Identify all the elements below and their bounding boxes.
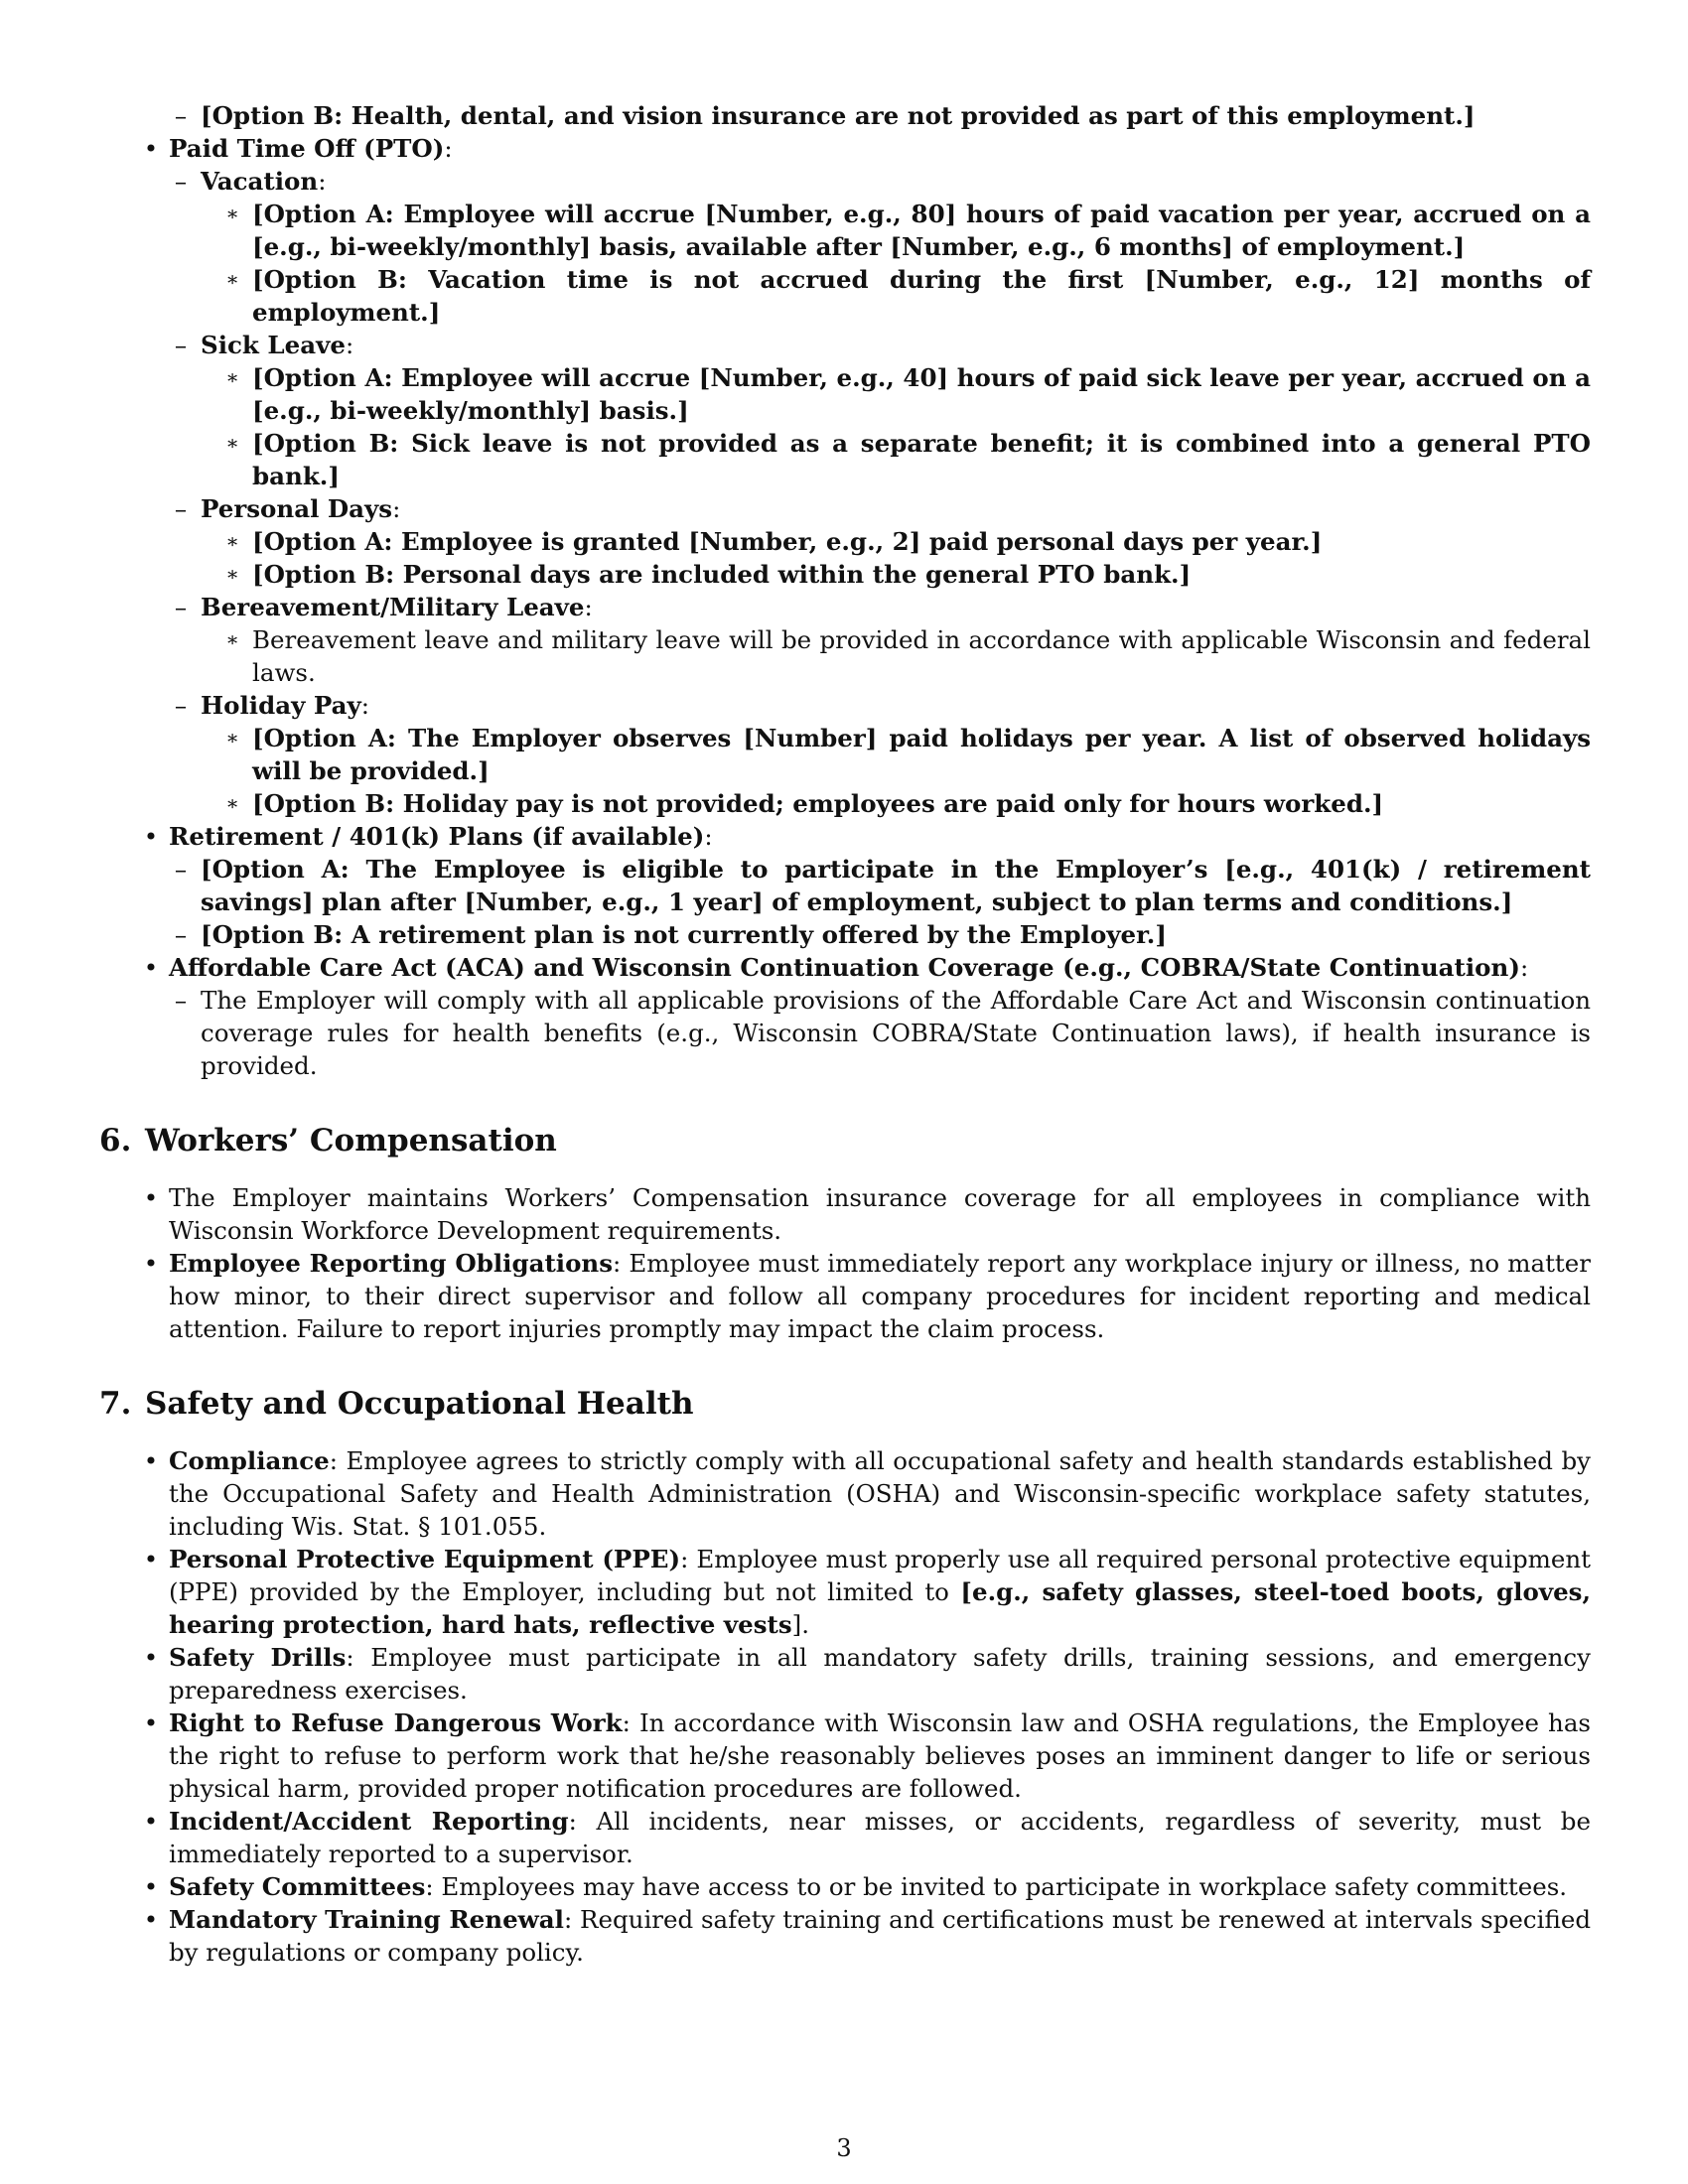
dash-marker: –: [174, 593, 188, 621]
sick-option-a: [Option A: Employee will accrue [Number, e.g., 40] hours of paid sick leave per year, accrued on a [e.g., bi-weekly/monthly] basis.]: [252, 363, 1591, 425]
training-renewal-text: Required safety training and certifications must be renewed at intervals specified by regulations or company policy.: [169, 1905, 1592, 1967]
section-heading-safety: [99, 1385, 1591, 1423]
personal-option-b: [Option B: Personal days are included within the general PTO bank.]: [252, 560, 1192, 589]
ppe-end: ].: [791, 1610, 809, 1639]
pto-sublist: [169, 165, 1591, 820]
list-item: [225, 198, 1591, 263]
dash-marker: –: [174, 101, 188, 130]
asterisk-marker: ∗: [225, 791, 239, 815]
list-item: • Retirement / 401(k) Plans (if available): – [Option A: The Employee is eligible to participate in the Employer’s [e.g., 401(k) / retirement savings] plan after [Number, e.g., 1 year] of employment, subject to plan terms and conditions.] – [Option B: A retirement plan is not currently offered by the Employer.]: [169, 820, 1591, 951]
bullet-marker: •: [143, 822, 159, 851]
holiday-options: [201, 722, 1591, 820]
retirement-sublist: [169, 853, 1591, 951]
health-option-b: [Option B: Health, dental, and vision insurance are not provided as part of this employment.]: [201, 101, 1476, 130]
right-to-refuse-text: In accordance with Wisconsin law and OSHA regulations, the Employee has the right to refuse to perform work that he/she reasonably believes poses an imminent danger to life or serious physical harm, provided proper notification procedures are followed.: [169, 1708, 1591, 1803]
sick-options: [201, 361, 1591, 492]
aca-text: The Employer will comply with all applicable provisions of the Affordable Care Act and Wisconsin continuation coverage rules for health benefits (e.g., Wisconsin COBRA/State Continuation laws), if health insurance is provided.: [201, 986, 1591, 1080]
list-item: [174, 918, 1591, 951]
bullet-marker: •: [143, 1545, 159, 1573]
aca-sublist: [169, 984, 1591, 1082]
workers-comp-coverage-text: The Employer maintains Workers’ Compensation insurance coverage for all employees in compliance with Wisconsin Workforce Development requirements.: [169, 1183, 1591, 1245]
training-renewal-label: Mandatory Training Renewal: [169, 1905, 564, 1934]
personal-days-label: Personal Days: [201, 494, 393, 523]
list-item: • Paid Time Off (PTO): – Vacation: ∗ [Option A: Employee will accrue [Number, e.g., 80] hours of paid vacation per year, accrued on a [e.g., bi-weekly/monthly] basis, available after [Number, e.g., 6 months] of employment.] ∗ [Option B: Vacation time is not accrued during the first [Number, e.g., 12] months of employment.] – Sick Leave: ∗ [Option A: Employee will accrue [Number, e.g., 40] hours of paid sick leave per year, accrued on a [e.g., bi-weekly/monthly] basis.] ∗ [Option B: Sick leave is not provided as a separate benefit; it is combined into a general PTO bank.] – Personal Days: ∗ [Option A: Employee is granted [Number, e.g., 2] paid personal days per year.] ∗ [Option B: Personal days are included within the general PTO bank.] – Bereavement/Military Leave: ∗ Bereavement leave and military leave will be provided in accordance with applicable Wisconsin and federal laws. – Holiday Pay: ∗ [Option A: The Employer observes [Number] paid holidays per year. A list of observed holidays will be provided.] ∗ [Option B: Holiday pay is not provided; employees are paid only for hours worked.]: [169, 132, 1591, 820]
list-item: [174, 984, 1591, 1082]
vacation-options: [201, 198, 1591, 329]
dash-marker: –: [174, 167, 188, 196]
list-item: • Mandatory Training Renewal: Required safety training and certifications must be renewed at intervals specified by regulations or company policy.: [169, 1903, 1591, 1969]
health-sublist: [169, 99, 1591, 132]
list-item: • Personal Protective Equipment (PPE): Employee must properly use all required personal protective equipment (PPE) provided by the Employer, including but not limited to [e.g., safety glasses, steel-toed boots, gloves, hearing protection, hard hats, reflective vests].: [169, 1543, 1591, 1641]
asterisk-marker: ∗: [225, 627, 239, 651]
bereavement-label: Bereavement/Military Leave: [201, 593, 585, 621]
dash-marker: –: [174, 920, 188, 949]
reporting-obligations-text: Employee must immediately report any workplace injury or illness, no matter how minor, to their direct supervisor and follow all company procedures for incident reporting and medical attention. Failure to report injuries promptly may impact the claim process.: [169, 1249, 1591, 1343]
personal-options: [201, 525, 1591, 591]
list-item: • Right to Refuse Dangerous Work: In accordance with Wisconsin law and OSHA regulations, the Employee has the right to refuse to perform work that he/she reasonably believes poses an imminent danger to life or serious physical harm, provided proper notification procedures are followed.: [169, 1706, 1591, 1805]
compliance-text: Employee agrees to strictly comply with all occupational safety and health standards established by the Occupational Safety and Health Administration (OSHA) and Wisconsin-specific workplace safety statutes, including Wis. Stat. § 101.055.: [169, 1446, 1591, 1541]
list-item: [225, 263, 1591, 329]
holiday-pay-label: Holiday Pay: [201, 691, 361, 720]
safety-committees-text: Employees may have access to or be invited to participate in workplace safety committees.: [441, 1872, 1568, 1901]
list-item: • Compliance: Employee agrees to strictly comply with all occupational safety and health standards established by the Occupational Safety and Health Administration (OSHA) and Wisconsin-specific workplace safety statutes, including Wis. Stat. § 101.055.: [169, 1444, 1591, 1543]
bullet-marker: •: [143, 1708, 159, 1737]
dash-marker: –: [174, 855, 188, 884]
page-content: [99, 99, 1591, 1969]
list-item: [225, 722, 1591, 787]
list-item: – Holiday Pay: ∗ [Option A: The Employer observes [Number] paid holidays per year. A list of observed holidays will be provided.] ∗ [Option B: Holiday pay is not provided; employees are paid only for hours worked.]: [201, 689, 1591, 820]
bullet-marker: •: [143, 1872, 159, 1901]
workers-comp-list: [99, 1181, 1591, 1345]
bereavement-options: [201, 623, 1591, 689]
vacation-option-a: [Option A: Employee will accrue [Number, e.g., 80] hours of paid vacation per year, accrued on a [e.g., bi-weekly/monthly] basis, available after [Number, e.g., 6 months] of employment.]: [252, 200, 1591, 261]
list-item: – Personal Days: ∗ [Option A: Employee is granted [Number, e.g., 2] paid personal days per year.] ∗ [Option B: Personal days are included within the general PTO bank.]: [201, 492, 1591, 591]
list-item: [143, 1181, 1591, 1247]
dash-marker: –: [174, 331, 188, 359]
list-item: [169, 99, 1591, 132]
bullet-marker: •: [143, 1249, 159, 1278]
list-item: [225, 623, 1591, 689]
ppe-examples: [e.g., safety glasses, steel-toed boots, gloves, hearing protection, hard hats, reflective vests: [169, 1577, 1591, 1639]
asterisk-marker: ∗: [225, 726, 239, 750]
sick-leave-label: Sick Leave: [201, 331, 346, 359]
benefits-list: [99, 99, 1591, 1082]
asterisk-marker: ∗: [225, 202, 239, 225]
bullet-marker: •: [143, 953, 159, 982]
bullet-marker: •: [143, 134, 159, 163]
holiday-option-b: [Option B: Holiday pay is not provided; employees are paid only for hours worked.]: [252, 789, 1384, 818]
bullet-marker: •: [143, 1643, 159, 1672]
list-item: – Sick Leave: ∗ [Option A: Employee will accrue [Number, e.g., 40] hours of paid sick leave per year, accrued on a [e.g., bi-weekly/monthly] basis.] ∗ [Option B: Sick leave is not provided as a separate benefit; it is combined into a general PTO bank.]: [201, 329, 1591, 492]
section-heading-workers-compensation: [99, 1122, 1591, 1160]
section-number: 7.: [99, 1386, 132, 1422]
reporting-obligations-label: Employee Reporting Obligations: [169, 1249, 614, 1278]
safety-drills-label: Safety Drills: [169, 1643, 347, 1672]
list-item: • Incident/Accident Reporting: All incidents, near misses, or accidents, regardless of severity, must be immediately reported to a supervisor.: [169, 1805, 1591, 1870]
section-title: Safety and Occupational Health: [145, 1386, 694, 1422]
right-to-refuse-label: Right to Refuse Dangerous Work: [169, 1708, 623, 1737]
list-item: [225, 558, 1591, 591]
incident-reporting-text: All incidents, near misses, or accidents, regardless of severity, must be immediately reported to a supervisor.: [169, 1807, 1591, 1868]
list-item: • Affordable Care Act (ACA) and Wisconsin Continuation Coverage (e.g., COBRA/State Continuation): – The Employer will comply with all applicable provisions of the Affordable Care Act and Wisconsin continuation coverage rules for health benefits (e.g., Wisconsin COBRA/State Continuation laws), if health insurance is provided.: [169, 951, 1591, 1082]
bullet-marker: •: [143, 1446, 159, 1475]
bullet-marker: •: [143, 1905, 159, 1934]
dash-marker: –: [174, 691, 188, 720]
ppe-text: Employee must properly use all required personal protective equipment (PPE) provided by the Employer, including but not limited to: [169, 1545, 1592, 1606]
retirement-option-b: [Option B: A retirement plan is not currently offered by the Employer.]: [201, 920, 1167, 949]
section-title: Workers’ Compensation: [145, 1123, 557, 1159]
sick-option-b: [Option B: Sick leave is not provided as a separate benefit; it is combined into a general PTO bank.]: [252, 429, 1591, 490]
dash-marker: –: [174, 986, 188, 1015]
list-item: – Bereavement/Military Leave: ∗ Bereavement leave and military leave will be provided in accordance with applicable Wisconsin and federal laws.: [201, 591, 1591, 689]
list-item: [225, 525, 1591, 558]
asterisk-marker: ∗: [225, 431, 239, 455]
list-item: • Employee Reporting Obligations: Employee must immediately report any workplace injury or illness, no matter how minor, to their direct supervisor and follow all company procedures for incident reporting and medical attention. Failure to report injuries promptly may impact the claim process.: [169, 1247, 1591, 1345]
aca-label: Affordable Care Act (ACA) and Wisconsin Continuation Coverage (e.g., COBRA/State Continuation): [169, 953, 1520, 982]
asterisk-marker: ∗: [225, 529, 239, 553]
retirement-label: Retirement / 401(k) Plans (if available): [169, 822, 705, 851]
list-item: [174, 99, 1591, 132]
list-item: – Vacation: ∗ [Option A: Employee will accrue [Number, e.g., 80] hours of paid vacation per year, accrued on a [e.g., bi-weekly/monthly] basis, available after [Number, e.g., 6 months] of employment.] ∗ [Option B: Vacation time is not accrued during the first [Number, e.g., 12] months of employment.]: [201, 165, 1591, 329]
list-item: • Safety Drills: Employee must participate in all mandatory safety drills, training sessions, and emergency preparedness exercises.: [169, 1641, 1591, 1706]
ppe-label: Personal Protective Equipment (PPE): [169, 1545, 681, 1573]
dash-marker: –: [174, 494, 188, 523]
vacation-option-b: [Option B: Vacation time is not accrued during the first [Number, e.g., 12] months of employment.]: [252, 265, 1591, 327]
holiday-option-a: [Option A: The Employer observes [Number] paid holidays per year. A list of observed holidays will be provided.]: [252, 724, 1591, 785]
safety-list: [99, 1444, 1591, 1969]
safety-committees-label: Safety Committees: [169, 1872, 426, 1901]
list-item: [225, 427, 1591, 492]
list-item: [225, 787, 1591, 820]
list-item: • Safety Committees: Employees may have access to or be invited to participate in workplace safety committees.: [169, 1870, 1591, 1903]
asterisk-marker: ∗: [225, 562, 239, 586]
vacation-label: Vacation: [201, 167, 319, 196]
section-number: 6.: [99, 1123, 132, 1159]
pto-label: Paid Time Off (PTO): [169, 134, 445, 163]
retirement-option-a: [Option A: The Employee is eligible to participate in the Employer’s [e.g., 401(k) / retirement savings] plan after [Number, e.g., 1 year] of employment, subject to plan terms and conditions.]: [201, 855, 1591, 916]
asterisk-marker: ∗: [225, 365, 239, 389]
bereavement-text: Bereavement leave and military leave will be provided in accordance with applicable Wisconsin and federal laws.: [252, 625, 1591, 687]
bullet-marker: •: [143, 1183, 159, 1212]
page-number: 3: [836, 2134, 852, 2162]
personal-option-a: [Option A: Employee is granted [Number, e.g., 2] paid personal days per year.]: [252, 527, 1323, 556]
compliance-label: Compliance: [169, 1446, 330, 1475]
safety-drills-text: Employee must participate in all mandatory safety drills, training sessions, and emergency preparedness exercises.: [169, 1643, 1591, 1705]
bullet-marker: •: [143, 1807, 159, 1836]
list-item: [225, 361, 1591, 427]
incident-reporting-label: Incident/Accident Reporting: [169, 1807, 569, 1836]
asterisk-marker: ∗: [225, 267, 239, 291]
